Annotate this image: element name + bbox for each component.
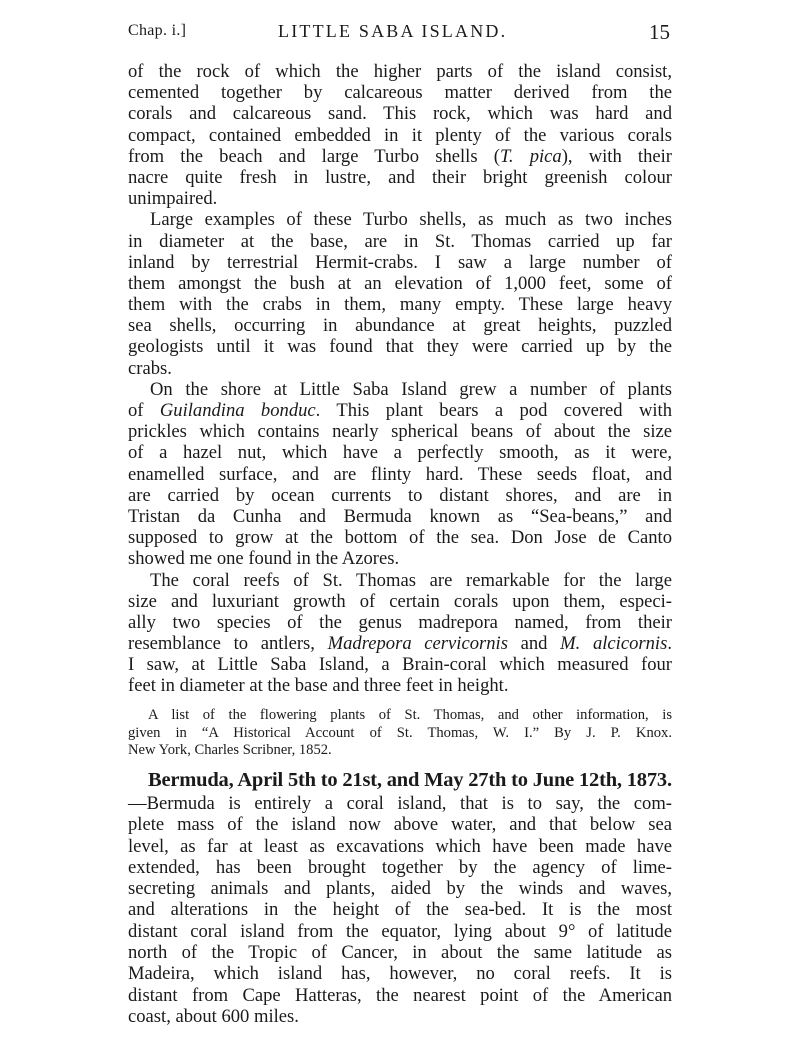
text-line: them with the crabs in them, many empty. These large heavy: [128, 294, 672, 316]
paragraph: [128, 379, 672, 570]
text-line: coast, about 600 miles.: [128, 1005, 299, 1027]
text-line: size and luxuriant growth of certain corals upon them, especi-: [128, 590, 672, 612]
text-line: crabs.: [128, 357, 172, 379]
text-line: in diameter at the base, are in St. Thomas carried up far: [128, 230, 672, 252]
text-line: distant coral island from the equator, lying about 9° of latitude: [128, 920, 672, 942]
text-line: enamelled surface, and are flinty hard. These seeds float, and: [128, 463, 672, 485]
text-line: sea shells, occurring in abundance at great heights, puzzled: [128, 315, 672, 337]
text-line: ally two species of the genus madrepora named, from their: [128, 611, 672, 633]
text-line: inland by terrestrial Hermit-crabs. I saw a large number of: [128, 251, 672, 273]
text-line: supposed to grow at the bottom of the sea. Don Jose de Canto: [128, 527, 672, 549]
text-line: cemented together by calcareous matter derived from the: [128, 82, 672, 104]
text-line: secreting animals and plants, aided by the winds and waves,: [128, 878, 672, 900]
footnote-line: New York, Charles Scribner, 1852.: [128, 742, 332, 758]
text-line: nacre quite fresh in lustre, and their bright greenish colour: [128, 166, 672, 188]
text-line: plete mass of the island now above water, and that below sea: [128, 814, 672, 836]
paragraph: [128, 209, 672, 379]
text-line: north of the Tropic of Cancer, in about the same latitude as: [128, 942, 672, 964]
text-line: corals and calcareous sand. This rock, which was hard and: [128, 103, 672, 125]
text-line: —Bermuda is entirely a coral island, that is to say, the com-: [128, 793, 672, 814]
text-line: resemblance to antlers, Madrepora cervicornis and M. alcicornis.: [128, 633, 672, 655]
footnote-line: A list of the flowering plants of St. Thomas, and other information, is: [148, 707, 672, 723]
text-line: of the rock of which the higher parts of the island consist,: [128, 61, 672, 82]
text-line: distant from Cape Hatteras, the nearest point of the American: [128, 984, 672, 1006]
footnote-line: given in “A Historical Account of St. Thomas, W. I.” By J. P. Knox.: [128, 724, 672, 741]
text-line: compact, contained embedded in it plenty of the various corals: [128, 124, 672, 146]
text-line: from the beach and large Turbo shells (T. pica), with their: [128, 145, 672, 167]
text-line: feet in diameter at the base and three feet in height.: [128, 675, 509, 697]
text-line: them amongst the bush at an elevation of 1,000 feet, some of: [128, 272, 672, 294]
text-line: of a hazel nut, which have a perfectly smooth, as it were,: [128, 442, 672, 464]
text-line: Tristan da Cunha and Bermuda known as “Sea-beans,” and: [128, 505, 672, 527]
text-line: Madeira, which island has, however, no coral reefs. It is: [128, 963, 672, 985]
paragraph: [128, 570, 672, 697]
text-line: showed me one found in the Azores.: [128, 548, 400, 570]
text-line: Large examples of these Turbo shells, as much as two inches: [150, 209, 672, 231]
footnote: [128, 707, 672, 760]
text-line: and alterations in the height of the sea-bed. It is the most: [128, 899, 672, 921]
text-line: I saw, at Little Saba Island, a Brain-coral which measured four: [128, 654, 672, 676]
text-line: The coral reefs of St. Thomas are remarkable for the large: [150, 569, 672, 591]
text-line: prickles which contains nearly spherical beans of about the size: [128, 421, 672, 443]
section-heading: Bermuda, April 5th to 21st, and May 27th to June 12th, 1873.: [148, 769, 672, 791]
text-line: extended, has been brought together by the agency of lime-: [128, 856, 672, 878]
page-number: 15: [649, 20, 670, 44]
text-line: geologists until it was found that they were carried up by the: [128, 336, 672, 358]
paragraph: [128, 61, 672, 209]
running-head: [128, 18, 670, 48]
text-line: On the shore at Little Saba Island grew a number of plants: [150, 378, 672, 400]
text-line: are carried by ocean currents to distant shores, and are in: [128, 484, 672, 506]
bermuda-section: [128, 768, 672, 1027]
page-title: LITTLE SABA ISLAND.: [278, 21, 508, 41]
chapter-label: Chap. i.]: [128, 22, 187, 39]
text-line: level, as far at least as excavations which have been made have: [128, 835, 672, 857]
text-line: unimpaired.: [128, 188, 218, 210]
text-line: of Guilandina bonduc. This plant bears a pod covered with: [128, 400, 673, 421]
body-text: [128, 61, 672, 697]
